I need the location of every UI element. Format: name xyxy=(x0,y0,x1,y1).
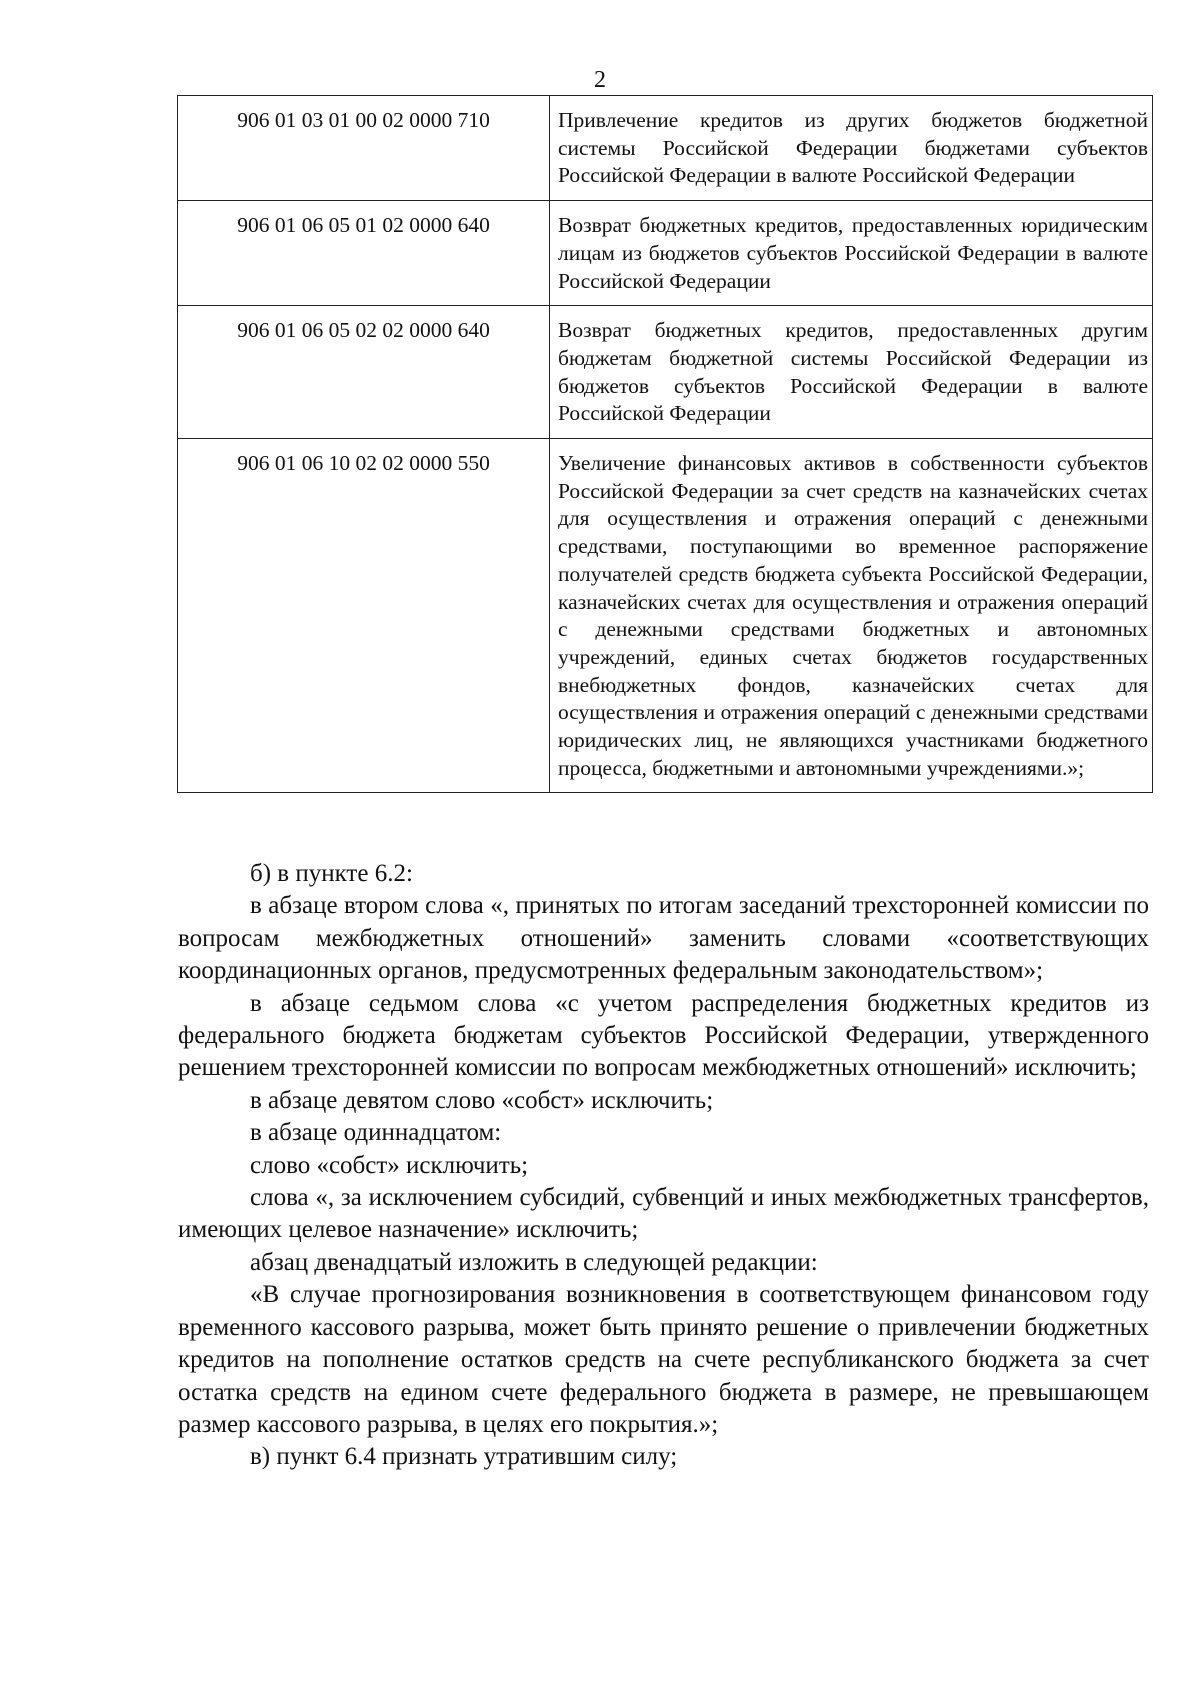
table-row xyxy=(178,439,1153,793)
budget-code: 906 01 06 05 02 02 0000 640 xyxy=(178,306,550,439)
paragraph: слово «собст» исключить; xyxy=(250,1151,529,1179)
paragraph-subclause-v: в) пункт 6.4 признать утратившим силу; xyxy=(250,1443,678,1471)
budget-code: 906 01 06 05 01 02 0000 640 xyxy=(178,201,550,306)
code-description: Возврат бюджетных кредитов, предоставленных другим бюджетам бюджетной системы Российской Федерации из бюджетов субъектов Российской Федерации в валюте Российской Федерации xyxy=(550,306,1153,439)
paragraph: в абзаце седьмом слова «с учетом распределения бюджетных кредитов из федерального бюджета бюджетам субъектов Российской Федерации, утвержденного решением трехсторонней комиссии по вопросам межбюджетных отношений» исключить; xyxy=(178,989,1149,1082)
paragraph: в абзаце одиннадцатом: xyxy=(250,1119,502,1147)
page-number: 2 xyxy=(594,67,606,93)
budget-code: 906 01 03 01 00 02 0000 710 xyxy=(178,96,550,201)
table-row xyxy=(178,306,1153,439)
code-description: Увеличение финансовых активов в собственности субъектов Российской Федерации за счет средств на казначейских счетах для осуществления и отражения операций с денежными средствами, поступающими во временное распоряжение получателей средств бюджета субъекта Российской Федерации, казначейских счетах для осуществления и отражения операций с денежными средствами бюджетных и автономных учреждений, единых счетах бюджетов государственных внебюджетных фондов, казначейских счетах для осуществления и отражения операций с денежными средствами юридических лиц, не являющихся участниками бюджетного процесса, бюджетными и автономными учреждениями.»; xyxy=(550,439,1153,793)
table-row xyxy=(178,201,1153,306)
paragraph-quoted-text: «В случае прогнозирования возникновения в соответствующем финансовом году временного кассового разрыва, может быть принято решение о привлечении бюджетных кредитов на пополнение остатков средств на счете республиканского бюджета за счет остатка средств на едином счете федерального бюджета в размере, не превышающем размер кассового разрыва, в целях его покрытия.»; xyxy=(178,1281,1149,1438)
paragraph: абзац двенадцатый изложить в следующей редакции: xyxy=(250,1248,818,1276)
body-text xyxy=(178,858,1149,1474)
paragraph: в абзаце втором слова «, принятых по итогам заседаний трехсторонней комиссии по вопросам межбюджетных отношений» заменить словами «соответствующих координационных органов, предусмотренных федеральным законодательством»; xyxy=(178,892,1149,985)
table-row xyxy=(178,96,1153,201)
budget-codes-table xyxy=(177,95,1153,793)
paragraph: в абзаце девятом слово «собст» исключить; xyxy=(250,1086,714,1114)
paragraph: слова «, за исключением субсидий, субвенций и иных межбюджетных трансфертов, имеющих целевое назначение» исключить; xyxy=(178,1184,1149,1244)
code-description: Возврат бюджетных кредитов, предоставленных юридическим лицам из бюджетов субъектов Российской Федерации в валюте Российской Федерации xyxy=(550,201,1153,306)
paragraph-subclause-b: б) в пункте 6.2: xyxy=(250,860,413,887)
code-description: Привлечение кредитов из других бюджетов бюджетной системы Российской Федерации бюджетами субъектов Российской Федерации в валюте Российской Федерации xyxy=(550,96,1153,201)
budget-code: 906 01 06 10 02 02 0000 550 xyxy=(178,439,550,793)
